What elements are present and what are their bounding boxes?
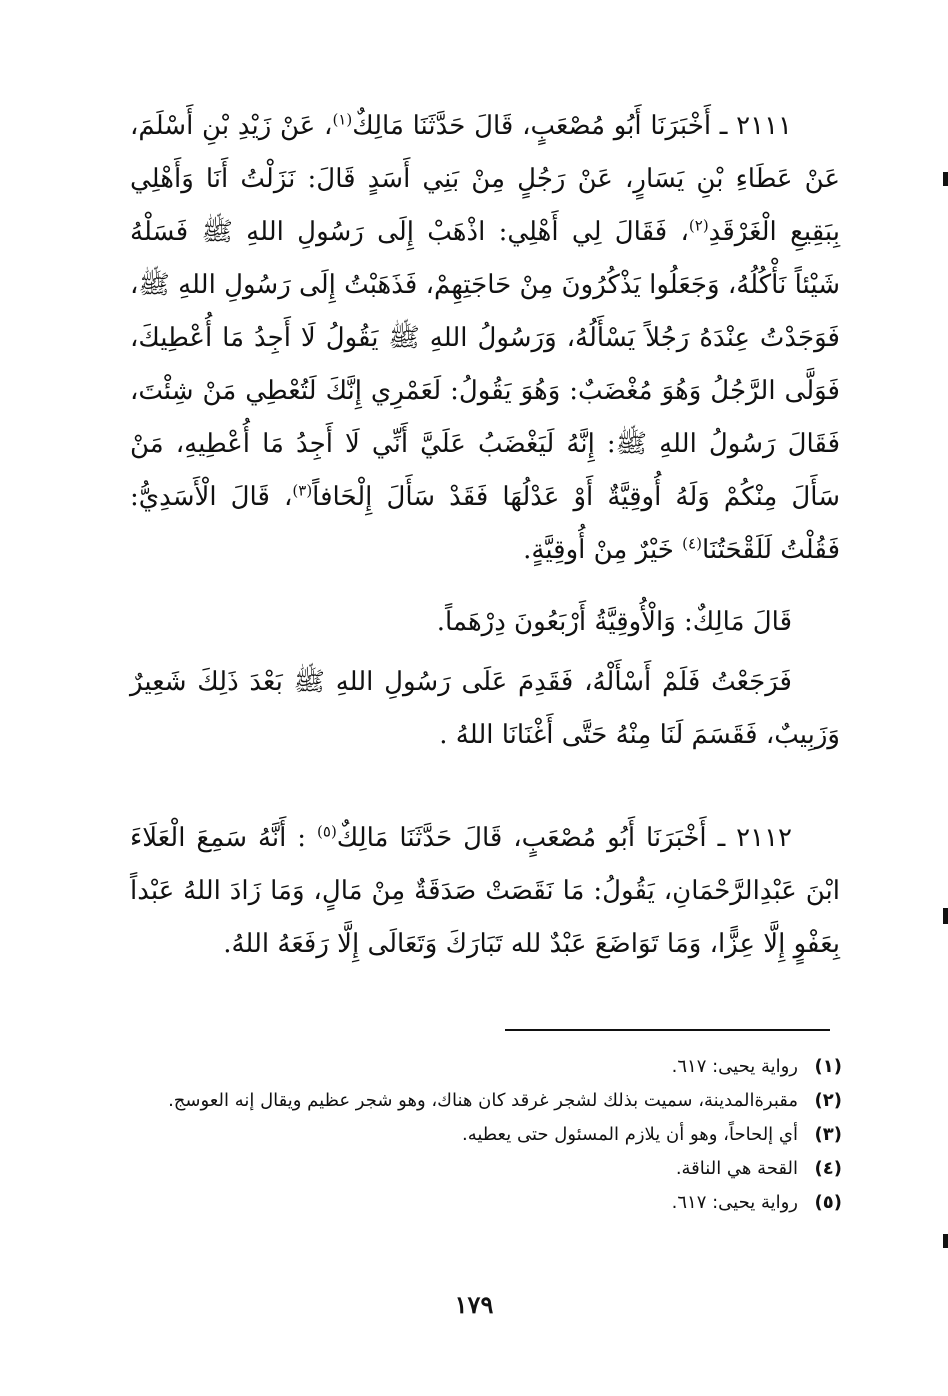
hadith-2111-paragraph [130,100,840,577]
footnote-text: أي إلحاحاً، وهو أن يلازم المسئول حتى يعطيه. [461,1124,798,1145]
malik-note-paragraph [130,596,840,649]
footnote-ref-1[interactable]: (١) [332,110,353,129]
hadith-2112-paragraph [130,812,840,971]
hadith-2111-text-1: ٢١١١ ـ أَخْبَرَنَا أَبُو مُصْعَبٍ، قَالَ حَدَّثَنَا مَالِكٌ [352,111,792,141]
malik-note-text: قَالَ مَالِكٌ: وَالْأُوقِيَّةُ أَرْبَعُونَ دِرْهَماً. [436,607,792,637]
footnote-number: (١) [814,1056,842,1077]
footnote-item [130,1084,842,1118]
footnote-item [130,1186,842,1220]
footnote-number: (٣) [814,1124,842,1145]
page-number: ١٧٩ [454,1290,494,1319]
footnote-number: (٥) [814,1192,842,1213]
footnote-ref-4[interactable]: (٤) [682,534,702,553]
footnote-item [130,1050,842,1084]
footnote-text: رواية يحيى: ٦١٧. [671,1056,798,1077]
footnote-number: (٢) [814,1090,842,1111]
hadith-2112-text-2: : أَنَّهُ سَمِعَ الْعَلَاءَ ابْنَ عَبْدِالرَّحْمَانِ، يَقُولُ: مَا نَقَصَتْ صَدَقَةٌ مِنْ مَالٍ، وَمَا زَادَ اللهُ عَبْداً بِعَفْوٍ إِلَّا عِزًّا، وَمَا تَوَاضَعَ عَبْدٌ لله تَبَارَكَ وَتَعَالَى إِلَّا رَفَعَهُ اللهُ. [130,823,840,959]
hadith-2111-text-5: خَيْرٌ مِنْ أُوقِيَّةٍ. [523,535,683,565]
footnote-text: مقبرةالمدينة، سميت بذلك لشجر غرقد كان هناك، وهو شجر عظيم ويقال إنه العوسج. [168,1090,798,1111]
hadith-2111-closing-text: فَرَجَعْتُ فَلَمْ أَسْأَلْهُ، فَقَدِمَ عَلَى رَسُولِ اللهِ ﷺ بَعْدَ ذَلِكَ شَعِيرٌ وَزَبِيبٌ، فَقَسَمَ لَنَا مِنْهُ حَتَّى أَغْنَانَا اللهُ . [130,667,840,750]
footnote-divider [505,1029,830,1031]
footnote-text: رواية يحيى: ٦١٧. [671,1192,798,1213]
hadith-2111-text-4: ، قَالَ الْأَسَدِيُّ: فَقُلْتُ لَلَقْحَتُنَا [130,482,840,565]
footnote-ref-2[interactable]: (٢) [688,216,709,235]
hadith-2112-text-1: ٢١١٢ ـ أَخْبَرَنَا أَبُو مُصْعَبٍ، قَالَ حَدَّثَنَا مَالِكٌ [336,823,792,853]
footnote-item [130,1152,842,1186]
footnote-ref-5[interactable]: (٥) [317,822,337,841]
scan-edge-mark [943,908,948,924]
hadith-2111-text-3: ، فَقَالَ لِي أَهْلِي: اذْهَبْ إِلَى رَسُولِ اللهِ ﷺ فَسَلْهُ شَيْئاً نَأْكُلُهُ، وَجَعَلُوا يَذْكُرُونَ مِنْ حَاجَتِهِمْ، فَذَهَبْتُ إِلَى رَسُولِ اللهِ ﷺ، فَوَجَدْتُ عِنْدَهُ رَجُلاً يَسْأَلُهُ، وَرَسُولُ اللهِ ﷺ يَقُولُ لَا أَجِدُ مَا أُعْطِيكَ، فَوَلَّى الرَّجُلُ وَهُوَ مُغْضَبٌ: وَهُوَ يَقُولُ: لَعَمْرِي إِنَّكَ لَتُعْطِي مَنْ شِئْتَ، فَقَالَ رَسُولُ اللهِ ﷺ: إِنَّهُ لَيَغْضَبُ عَلَيَّ أَنِّي لَا أَجِدُ مَا أُعْطِيهِ، مَنْ سَأَلَ مِنْكُمْ وَلَهُ أُوقِيَّةٌ أَوْ عَدْلُهَا فَقَدْ سَأَلَ إِلْحَافاً [130,217,841,512]
hadith-2111-text-2: ، عَنْ زَيْدِ بْنِ أَسْلَمَ، عَنْ عَطَاءِ بْنِ يَسَارٍ، عَنْ رَجُلٍ مِنْ بَنِي أَسَدٍ قَالَ: نَزَلْتُ أَنَا وَأَهْلِي بِبَقِيعِ الْغَرْقَدِ [130,111,841,247]
scan-edge-mark [943,172,948,186]
footnote-number: (٤) [814,1158,842,1179]
footnote-ref-3[interactable]: (٣) [292,481,313,500]
footnotes-section [130,1050,842,1220]
footnote-item [130,1118,842,1152]
footnote-text: القحة هي الناقة. [675,1158,798,1179]
scan-edge-mark [943,1234,948,1248]
hadith-2111-closing-paragraph [130,656,840,762]
